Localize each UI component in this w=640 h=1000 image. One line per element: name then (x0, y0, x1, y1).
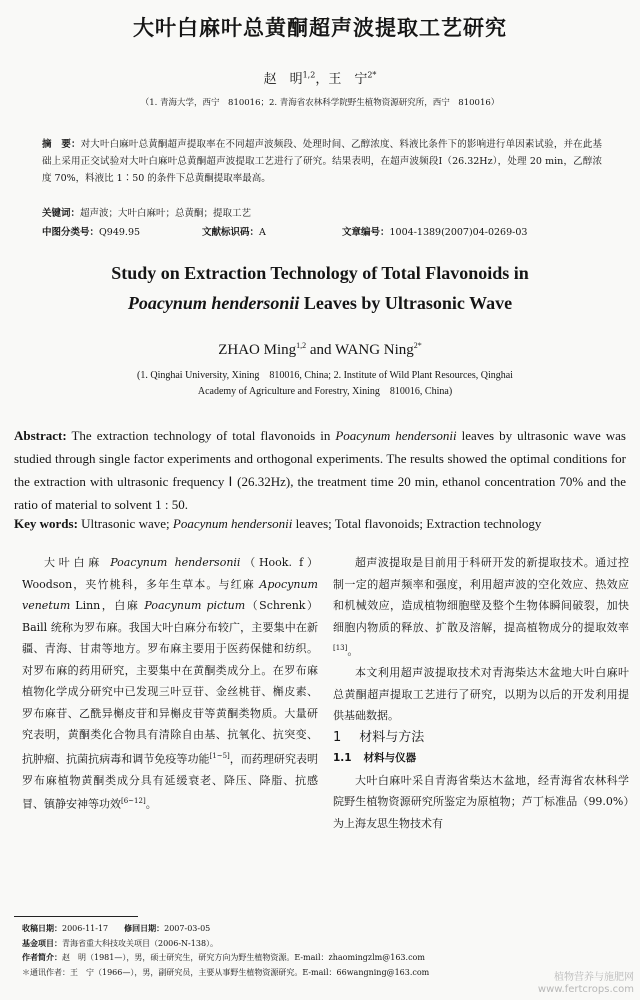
species-name-2: Apocynum venetum (22, 577, 318, 612)
intro-text-3: Linn，白麻 (70, 599, 145, 612)
english-authors (0, 341, 640, 359)
author-bio-label: 作者简介： (22, 953, 62, 962)
chinese-keywords (42, 205, 602, 219)
section-1-heading (333, 727, 629, 749)
english-abstract-text-2: leaves by ultrasonic wave was studied through single factor experiments and orthogonal experiments. The results showed the optimal conditions for the extraction with ultrasonic frequency Ⅰ (26.32Hz), the treatment time 20 min, ethanol concentration 70% and the ratio of material to solvent 1 : 50. (14, 428, 626, 512)
intro-paragraph (22, 552, 318, 815)
subsection-1-1-number: 1.1 (333, 752, 352, 765)
intro-text-1: 大叶白麻 (44, 556, 111, 569)
chinese-authors (0, 68, 640, 87)
watermark-line-2: www.fertcrops.com (537, 984, 634, 995)
english-abstract-species: Poacynum hendersonii (335, 428, 457, 443)
english-title-line-1: Study on Extraction Technology of Total Flavonoids in (111, 263, 529, 283)
author-1-en: ZHAO Ming (218, 342, 297, 358)
species-name-1: Poacynum hendersonii (110, 556, 241, 569)
author-bio: 赵 明（1981—），男，硕士研究生，研究方向为野生植物资源。E-mail：zhaomingzlm@163.com (62, 953, 425, 962)
chinese-keywords-label: 关键词： (42, 208, 81, 219)
english-title (0, 258, 640, 318)
author-1-en-affil-mark: 1,2 (296, 341, 307, 350)
intro-text-4: （Schrenk）Baill 统称为罗布麻。我国大叶白麻分布较广，主要集中在新疆、青海、甘肃等地方。罗布麻主要用于医药保健和纺织。对罗布麻的药用研究，主要集中在黄酮类成分上。在罗布麻植物化学成分研究中已发现三叶豆苷、金丝桃苷、槲皮素、罗布麻苷、乙酰异槲皮苷和异槲皮苷等黄酮类物质。大量研究表明，黄酮类化合物具有清除自由基、抗氧化、抗突变、抗肿瘤、抗菌抗病毒和调节免疫等功能 (22, 599, 318, 766)
received-date: 2006-11-17 (62, 924, 109, 933)
ultrasonic-text: 超声波提取是目前用于科研开发的新提取技术。通过控制一定的超声频率和强度，利用超声波的空化效应、热效应和机械效应，造成植物细胞壁及整个生物体瞬间破裂，加快细胞内物质的释放、扩散及溶解，提高植物成分的提取效率 (333, 556, 629, 634)
article-number-value: 1004-1389(2007)04-0269-03 (389, 227, 528, 238)
article-number-label: 文章编号： (342, 227, 390, 238)
chinese-title: 大叶白麻叶总黄酮超声波提取工艺研究 (133, 16, 507, 40)
citation-6-12: [6~12] (121, 797, 146, 806)
intro-text-6: 。 (145, 797, 157, 811)
english-affiliation: (1. Qinghai University, Xining 810016, China; 2. Institute of Wild Plant Resources, Qinghai Academy of Agriculture and Forestry, Xining 810016, China) (137, 370, 513, 397)
classification-row (42, 224, 602, 238)
english-keywords (14, 516, 626, 532)
fund-value: 青海省重大科技攻关项目（2006-N-138）。 (62, 938, 219, 948)
document-code-label: 文献标识码： (202, 227, 260, 238)
section-1-title: 材料与方法 (359, 729, 425, 745)
author-separator: ， (315, 72, 329, 87)
author-2-affil-mark: 2* (367, 70, 377, 80)
footnote-fund (22, 937, 622, 952)
author-2-en: WANG Ning (335, 342, 414, 358)
watermark-line-1: 植物营养与施肥网 (554, 972, 634, 983)
chinese-affiliation: （1. 青海大学，西宁 810016；2. 青海省农林科学院野生植物资源研究所，西宁 810016） (140, 98, 500, 108)
body-column-right (333, 552, 629, 834)
received-date-label: 收稿日期： (22, 924, 62, 933)
materials-paragraph: 大叶白麻叶采自青海省柴达木盆地，经青海省农林科学院野生植物资源研究所鉴定为原植物；芦丁标准品（99.0%）为上海友思生物技术有 (333, 773, 629, 830)
english-title-species: Poacynum hendersonii (127, 293, 300, 313)
clc-label: 中图分类号： (42, 227, 100, 238)
chinese-keywords-text: 超声波；大叶白麻叶；总黄酮；提取工艺 (80, 208, 252, 219)
english-title-rest: Leaves by Ultrasonic Wave (299, 293, 513, 313)
section-1-number: 1 (333, 729, 342, 745)
english-keywords-species: Poacynum hendersonii (172, 516, 293, 531)
revised-date: 2007-03-05 (164, 924, 211, 933)
english-keywords-text-1: Ultrasonic wave; (77, 516, 173, 531)
english-abstract (14, 424, 626, 516)
clc-value: Q949.95 (99, 227, 141, 238)
author-1-cn: 赵 明 (263, 72, 303, 87)
author-1-affil-mark: 1,2 (302, 70, 316, 80)
clc-number (42, 224, 140, 238)
body-column-left (22, 552, 318, 815)
species-name-3: Poacynum pictum (144, 599, 246, 612)
chinese-abstract (42, 136, 602, 187)
purpose-paragraph: 本文利用超声波提取技术对青海柴达木盆地大叶白麻叶总黄酮超声提取工艺进行了研究，以期为以后的开发利用提供基础数据。 (333, 666, 629, 723)
english-keywords-text-2: leaves; Total flavonoids; Extraction technology (292, 516, 542, 531)
english-title-line-2 (0, 288, 640, 318)
english-abstract-text-1: The extraction technology of total flavonoids in (66, 428, 336, 443)
english-keywords-label: Key words: (14, 516, 78, 531)
chinese-abstract-text: 对大叶白麻叶总黄酮超声提取率在不同超声波频段、处理时间、乙醇浓度、料液比条件下的影响进行单因素试验，并在此基础上采用正交试验对大叶白麻叶总黄酮超声波提取工艺进行了研究。结果表明，在超声波频段Ⅰ（26.32Hz），处理 20 min，乙醇浓度 70%，料液比 1∶50 的条件下总黄酮提取率最高。 (42, 139, 602, 184)
ultrasonic-paragraph (333, 552, 629, 662)
site-watermark (538, 972, 634, 996)
document-code (202, 224, 266, 238)
english-abstract-label: Abstract: (14, 428, 67, 443)
author-2-cn: 王 宁 (328, 72, 368, 87)
footnote-divider (14, 916, 138, 917)
ultrasonic-text-end: 。 (347, 644, 359, 658)
citation-1-5: [1~5] (209, 751, 230, 760)
article-number (342, 224, 527, 238)
author-2-en-affil-mark: 2* (413, 341, 422, 350)
revised-date-label: 修回日期： (124, 924, 165, 933)
document-code-value: A (259, 227, 266, 238)
author-conjunction: and (306, 342, 336, 358)
intro-text-5: ，而药理研究表明罗布麻植物黄酮类成分具有延缓衰老、降压、降脂、抗感冒、镇静安神等功效 (22, 752, 319, 811)
intro-text-2: （Hook. f）Woodson，夹竹桃科，多年生草本。与红麻 (22, 556, 318, 591)
footnote-dates (22, 922, 622, 937)
subsection-1-1-title: 材料与仪器 (363, 752, 417, 765)
footnote-corresponding: ＊通讯作者：王 宁（1966—），男，副研究员，主要从事野生植物资源研究。E-mail：66wangning@163.com (22, 967, 430, 977)
chinese-abstract-label: 摘 要： (42, 139, 81, 150)
footnotes (22, 922, 622, 980)
fund-label: 基金项目： (22, 938, 62, 948)
footnote-author (22, 951, 622, 966)
subsection-1-1-heading (333, 748, 629, 770)
citation-13: [13] (333, 644, 348, 652)
